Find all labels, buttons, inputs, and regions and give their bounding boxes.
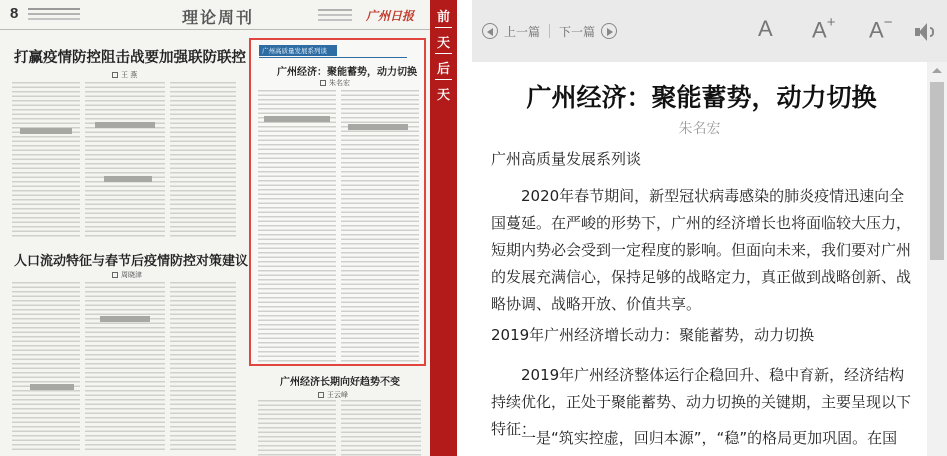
nav-separator	[435, 27, 452, 28]
article-3-column[interactable]	[341, 400, 421, 456]
newspaper-logo: 广州日报	[366, 9, 415, 23]
chevron-right-icon	[601, 23, 617, 39]
article-title: 广州经济：聚能蓄势，动力切换	[526, 83, 877, 112]
toolbar-separator	[549, 24, 550, 38]
article-1-column[interactable]	[170, 82, 236, 237]
nav-separator	[435, 79, 452, 80]
article-1-column[interactable]	[85, 82, 165, 237]
article-3-column[interactable]	[258, 400, 336, 456]
scrollbar-thumb[interactable]	[930, 82, 944, 260]
article-2-subhead	[30, 384, 74, 390]
featured-byline-text: 朱名宏	[329, 79, 350, 87]
byline-article-3-text: 王云峰	[327, 391, 348, 399]
article-2-column[interactable]	[12, 282, 80, 452]
article-reader[interactable]	[472, 62, 927, 456]
font-reset-button[interactable]: A	[758, 16, 773, 41]
featured-headline[interactable]: 广州经济：聚能蓄势，动力切换	[277, 67, 417, 78]
prev-article-label: 上一篇	[504, 24, 541, 39]
prev-article-button[interactable]	[482, 20, 540, 42]
page-masthead	[0, 0, 430, 30]
series-tag-underline	[259, 57, 407, 58]
featured-byline	[320, 78, 350, 88]
byline-article-1	[112, 70, 137, 80]
article-1-column[interactable]	[12, 82, 80, 237]
newspaper-page[interactable]	[0, 0, 430, 456]
article-2-column[interactable]	[170, 282, 236, 452]
prev-day-char-2[interactable]: 天	[436, 36, 450, 51]
byline-article-2	[112, 270, 142, 280]
article-1-subhead	[20, 128, 72, 134]
article-2-column[interactable]	[85, 282, 165, 452]
nav-separator	[435, 53, 452, 54]
next-day-char-2[interactable]: 天	[436, 88, 450, 103]
masthead-date	[318, 9, 352, 11]
next-article-button[interactable]	[559, 20, 617, 42]
page-number: 8	[10, 5, 19, 22]
article-scrollbar[interactable]	[927, 62, 947, 456]
article-author: 朱名宏	[678, 121, 721, 137]
byline-article-3	[318, 390, 348, 400]
headline-article-1[interactable]: 打赢疫情防控阻击战要加强联防联控	[14, 49, 246, 66]
chevron-left-icon	[482, 23, 498, 39]
article-paragraph: 广州高质量发展系列谈	[491, 150, 642, 168]
speaker-icon[interactable]	[915, 23, 939, 41]
byline-article-2-text: 周晓津	[121, 271, 142, 279]
font-decrease-button[interactable]: A−	[869, 14, 893, 43]
featured-article-column[interactable]	[341, 90, 419, 362]
byline-article-1-text: 王 燕	[121, 71, 138, 79]
next-day-char-1[interactable]: 后	[436, 62, 450, 77]
headline-article-2[interactable]: 人口流动特征与春节后疫情防控对策建议	[14, 254, 249, 269]
featured-article-subhead	[348, 124, 408, 130]
article-paragraph: 一是“筑实控虚，回归本源”，“稳”的格局更加巩固。在国	[521, 429, 898, 447]
featured-article-column[interactable]	[258, 90, 336, 362]
section-title: 理论周刊	[182, 8, 255, 27]
headline-article-3[interactable]: 广州经济长期向好趋势不变	[280, 377, 400, 388]
masthead-subtitle	[28, 8, 80, 10]
series-tag-text: 广州高质量发展系列谈	[262, 47, 327, 55]
prev-day-char-1[interactable]: 前	[436, 10, 450, 25]
article-2-subhead	[100, 316, 150, 322]
article-1-subhead	[104, 176, 152, 182]
featured-article-subhead	[264, 116, 330, 122]
speaker-wave	[930, 27, 934, 37]
article-paragraph: 2019年广州经济增长动力：聚能蓄势，动力切换	[491, 326, 815, 344]
article-1-subhead	[95, 122, 155, 128]
next-article-label: 下一篇	[559, 24, 596, 39]
article-paragraph: 2019年广州经济整体运行企稳回升、稳中育新，经济结构持续优化，正处于聚能蓄势、动力切换的关键期，主要呈现以下特征：	[491, 366, 912, 438]
font-increase-button[interactable]: A+	[812, 14, 836, 43]
speaker-cone	[919, 23, 927, 41]
article-paragraph: 2020年春节期间，新型冠状病毒感染的肺炎疫情迅速向全国蔓延。在严峻的形势下，广州的经济增长也将面临较大压力，短期内势必会受到一定程度的影响。但面向未来，我们要对广州的发展充满信心，保持足够的战略定力，真正做到战略创新、战略协调、战略开放、价值共享。	[491, 187, 912, 313]
scroll-up-arrow-icon[interactable]	[932, 68, 942, 73]
date-nav-bar	[430, 0, 457, 456]
